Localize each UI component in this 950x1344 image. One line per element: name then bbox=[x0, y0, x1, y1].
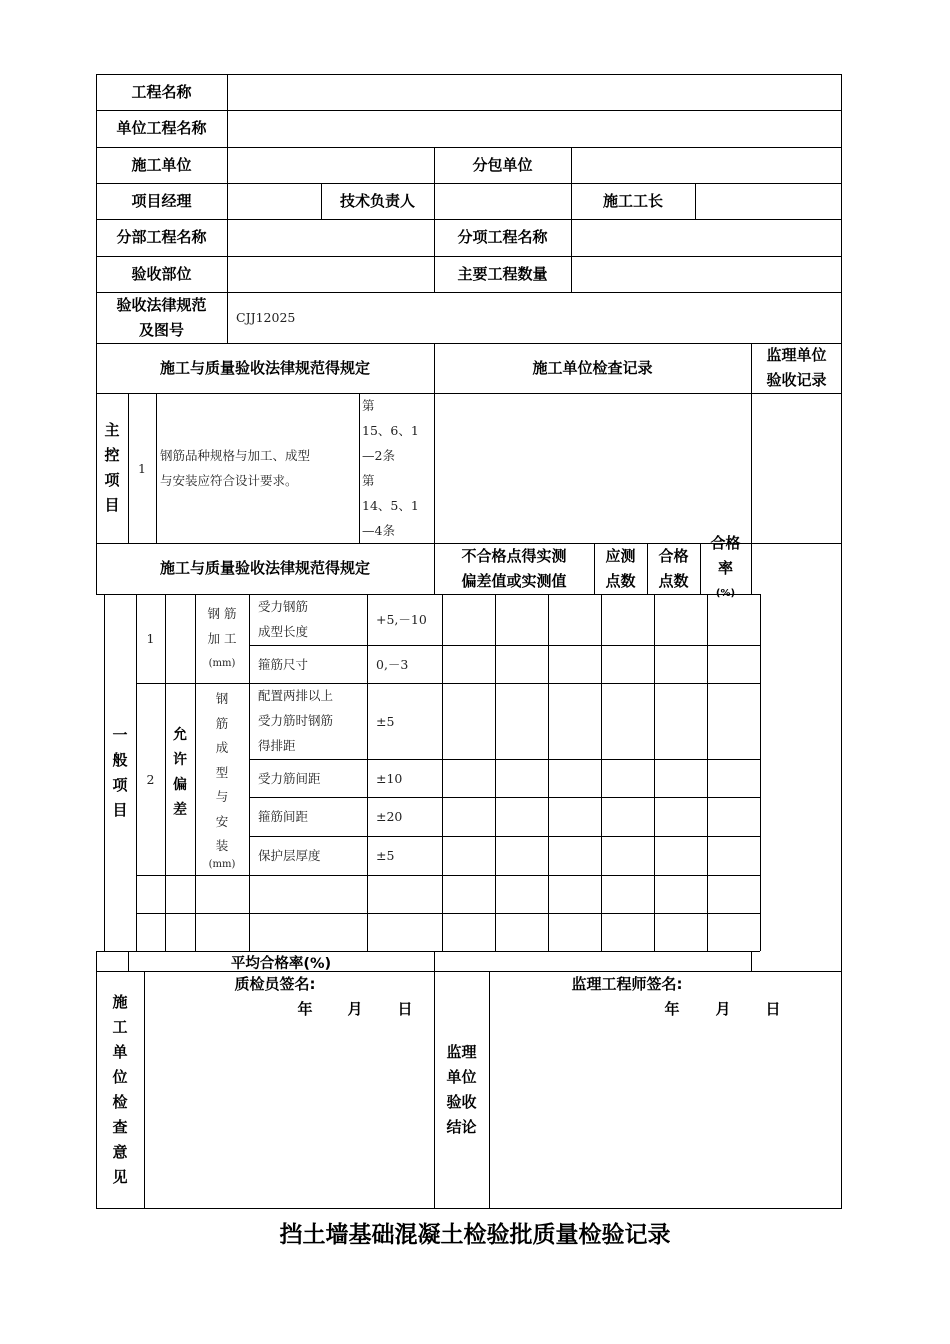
rule bbox=[144, 971, 145, 1208]
tolerance-value: +5,－10 bbox=[376, 612, 427, 627]
tolerance-value: ±5 bbox=[376, 713, 395, 729]
clause-line: —2条 bbox=[362, 448, 395, 463]
rate-label: 率 bbox=[717, 559, 733, 577]
date-year: 年 bbox=[664, 1000, 680, 1018]
rule bbox=[841, 74, 842, 1208]
date-day: 日 bbox=[765, 1000, 781, 1018]
group-char: (mm) bbox=[208, 858, 236, 870]
header-line: 合格 bbox=[658, 546, 689, 565]
item-line: 得排距 bbox=[258, 738, 296, 753]
label-char: 偏 bbox=[173, 776, 187, 793]
main-control-label bbox=[96, 393, 128, 543]
tolerance-value: ±20 bbox=[376, 809, 403, 824]
division-name-label: 分部工程名称 bbox=[116, 228, 207, 246]
general-items-label bbox=[104, 594, 136, 951]
date-month: 月 bbox=[715, 1000, 731, 1018]
standard-label-line: 及图号 bbox=[138, 320, 184, 339]
rule bbox=[695, 183, 696, 219]
rule bbox=[548, 594, 549, 951]
item-line: 配置两排以上 bbox=[258, 688, 334, 703]
rule bbox=[227, 74, 228, 344]
group-char: (mm) bbox=[208, 658, 236, 669]
deviation-header-line: 偏差值或实测值 bbox=[461, 571, 567, 590]
main-rules-header: 施工与质量验收法律规范得规定 bbox=[159, 358, 370, 377]
rule bbox=[156, 393, 157, 543]
rule bbox=[249, 594, 250, 951]
item-line: 受力筋时钢筋 bbox=[258, 713, 334, 728]
label-char: 般 bbox=[112, 750, 128, 769]
label-char: 查 bbox=[112, 1117, 128, 1136]
header-line bbox=[716, 556, 735, 606]
group-char: 加 工 bbox=[207, 631, 237, 646]
tolerance-value: 0,－3 bbox=[376, 656, 409, 672]
label-line: 结论 bbox=[446, 1117, 477, 1136]
header-line: 点数 bbox=[605, 571, 636, 590]
group-char: 成 bbox=[215, 740, 229, 756]
main-item-line: 钢筋品种规格与加工、成型 bbox=[160, 448, 311, 463]
rule bbox=[136, 875, 760, 876]
group-char: 装 bbox=[215, 838, 229, 854]
label-char: 许 bbox=[173, 751, 187, 768]
main-item-text bbox=[160, 393, 359, 543]
rule bbox=[495, 594, 496, 951]
supervision-header-line: 验收记录 bbox=[766, 371, 827, 389]
group-char: 安 bbox=[215, 813, 229, 829]
document-title: 挡土墙基础混凝土检验批质量检验记录 bbox=[279, 1222, 671, 1248]
standard-label-line: 验收法律规范 bbox=[116, 295, 207, 314]
tolerance-item-name: 箍筋间距 bbox=[258, 809, 309, 824]
tolerance-item-name: 保护层厚度 bbox=[258, 848, 321, 863]
main-item-clause bbox=[362, 393, 434, 543]
rule bbox=[136, 913, 760, 914]
standard-value: CJJ12025 bbox=[236, 310, 296, 325]
item-line: 成型长度 bbox=[258, 624, 309, 639]
unit-project-name-label: 单位工程名称 bbox=[116, 119, 207, 137]
label-char: 差 bbox=[173, 801, 187, 818]
item-line: 受力钢筋 bbox=[258, 599, 309, 614]
label-line: 单位 bbox=[446, 1067, 477, 1086]
rule bbox=[601, 594, 602, 951]
inspector-signature-label: 质检员签名: bbox=[234, 975, 316, 993]
construction-check-label bbox=[96, 971, 144, 1208]
subitem-name-label: 分项工程名称 bbox=[457, 228, 548, 246]
tolerance-value: ±5 bbox=[376, 848, 395, 863]
label-char: 目 bbox=[104, 496, 120, 514]
rule bbox=[654, 594, 655, 951]
label-char: 检 bbox=[112, 1092, 128, 1111]
label-char: 一 bbox=[112, 725, 128, 744]
rule bbox=[751, 951, 752, 971]
supervision-record-header bbox=[751, 343, 842, 393]
group-char: 筋 bbox=[215, 715, 229, 731]
main-item-number: 1 bbox=[138, 460, 146, 476]
tolerance-item-name: 箍筋尺寸 bbox=[258, 656, 309, 672]
deviation-header bbox=[434, 543, 594, 594]
label-char: 意 bbox=[112, 1142, 128, 1161]
tolerance-item-name bbox=[258, 594, 367, 645]
clause-line: 14、5、1 bbox=[362, 498, 419, 513]
group-char: 钢 bbox=[215, 691, 229, 707]
subcontract-unit-label: 分包单位 bbox=[472, 155, 533, 174]
rule bbox=[571, 147, 572, 292]
clause-line: 15、6、1 bbox=[362, 423, 419, 438]
should-measure-header bbox=[594, 543, 647, 594]
date-day: 日 bbox=[397, 1000, 413, 1018]
construction-unit-label: 施工单位 bbox=[131, 155, 192, 174]
group1-number: 1 bbox=[146, 631, 155, 646]
label-char: 位 bbox=[112, 1067, 128, 1086]
clause-line: 第 bbox=[362, 398, 375, 413]
group-char: 钢 筋 bbox=[207, 606, 237, 621]
clause-line: 第 bbox=[362, 473, 375, 488]
standard-label bbox=[96, 292, 227, 343]
rate-unit: (%) bbox=[715, 588, 736, 599]
group1-label bbox=[195, 594, 249, 683]
supervisor-signature-label: 监理工程师签名: bbox=[571, 975, 683, 993]
tolerance-item-name: 受力筋间距 bbox=[258, 770, 321, 786]
date-year: 年 bbox=[297, 1000, 313, 1018]
check-record-header: 施工单位检查记录 bbox=[532, 358, 653, 377]
header-line: 应测 bbox=[605, 546, 636, 565]
main-quantity-label: 主要工程数量 bbox=[457, 264, 548, 283]
technical-lead-label: 技术负责人 bbox=[339, 191, 415, 210]
label-char: 见 bbox=[112, 1167, 128, 1186]
acceptance-part-label: 验收部位 bbox=[131, 264, 192, 283]
date-month: 月 bbox=[347, 1000, 363, 1018]
clause-line: —4条 bbox=[362, 523, 395, 538]
rule bbox=[442, 594, 443, 951]
general-rules-header: 施工与质量验收法律规范得规定 bbox=[159, 559, 370, 577]
supervision-header-line: 监理单位 bbox=[766, 346, 827, 364]
group2-label bbox=[195, 683, 249, 875]
supervision-conclusion-label bbox=[434, 971, 489, 1208]
main-item-line: 与安装应符合设计要求。 bbox=[160, 473, 298, 488]
group2-number: 2 bbox=[146, 771, 155, 787]
tolerance-item-name bbox=[258, 683, 367, 759]
group-char: 与 bbox=[215, 789, 229, 805]
header-line: 合格 bbox=[710, 534, 741, 552]
label-char: 单 bbox=[112, 1042, 128, 1061]
label-char: 允 bbox=[173, 726, 187, 743]
rule bbox=[96, 1208, 842, 1209]
average-pass-rate-label: 平均合格率(%) bbox=[230, 956, 332, 972]
label-line: 验收 bbox=[446, 1092, 477, 1111]
rule bbox=[367, 594, 368, 951]
label-char: 主 bbox=[104, 421, 120, 439]
label-char: 工 bbox=[112, 1017, 128, 1036]
label-char: 控 bbox=[104, 446, 120, 464]
allowed-deviation-label bbox=[165, 594, 195, 951]
rule bbox=[96, 951, 760, 952]
rule bbox=[489, 971, 490, 1208]
label-char: 项 bbox=[104, 471, 120, 489]
group-char: 型 bbox=[215, 764, 229, 780]
project-manager-label: 项目经理 bbox=[131, 191, 192, 210]
rule bbox=[707, 594, 708, 951]
label-line: 监理 bbox=[446, 1042, 477, 1061]
pass-points-header bbox=[647, 543, 700, 594]
foreman-label: 施工工长 bbox=[602, 191, 663, 210]
rule bbox=[359, 393, 360, 543]
rule bbox=[760, 594, 761, 951]
label-char: 施 bbox=[112, 992, 128, 1011]
header-line: 点数 bbox=[658, 571, 689, 590]
pass-rate-header bbox=[700, 534, 751, 599]
deviation-header-line: 不合格点得实测 bbox=[461, 546, 567, 565]
label-char: 目 bbox=[112, 800, 128, 819]
rule bbox=[434, 183, 435, 219]
label-char: 项 bbox=[112, 775, 128, 794]
tolerance-value: ±10 bbox=[376, 770, 403, 786]
project-name-label: 工程名称 bbox=[131, 82, 192, 101]
